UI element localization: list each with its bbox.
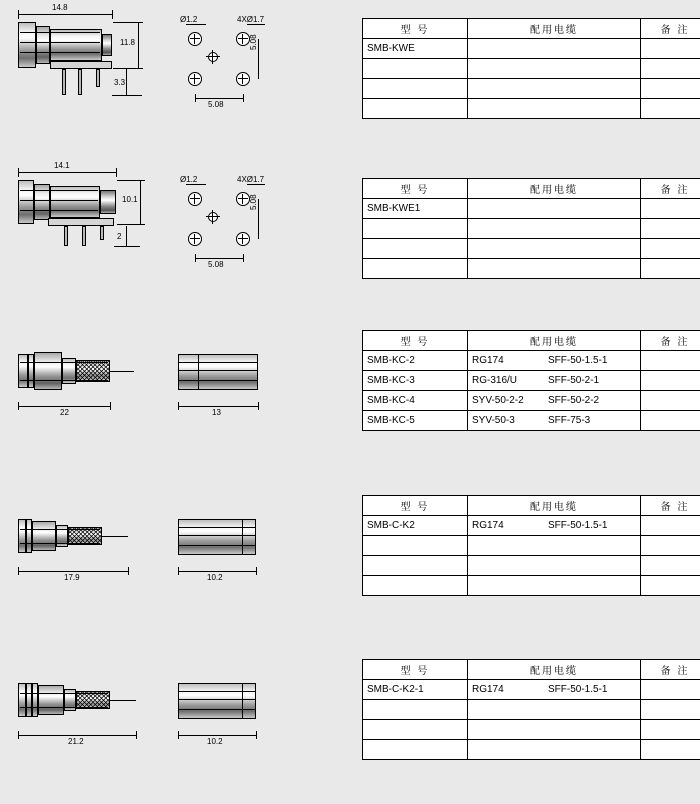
note-4-holes: 4XØ1.7 <box>237 15 265 24</box>
table-row <box>363 59 700 79</box>
drawing-smb-c-k2 <box>0 475 350 639</box>
dim-ext-top <box>113 22 143 23</box>
cell-remark <box>641 79 700 99</box>
cell-remark <box>641 700 700 720</box>
table-row <box>363 259 700 279</box>
section-smb-kc <box>0 310 700 475</box>
cell-remark <box>641 720 700 740</box>
table-header-row <box>363 331 700 351</box>
section-smb-c-k2-1 <box>0 639 700 804</box>
connector-body <box>50 29 102 61</box>
dim-line-height <box>138 22 139 68</box>
table-row <box>363 219 700 239</box>
body-line-2 <box>20 42 100 43</box>
cell-cable <box>468 411 641 431</box>
cable-axis <box>110 371 134 372</box>
mount-base <box>48 218 114 226</box>
cable-axis <box>110 700 136 701</box>
cell-cable-a: RG-316/U <box>472 375 518 386</box>
pin-2 <box>78 69 82 95</box>
cell-cable <box>468 516 641 536</box>
table-row <box>363 199 700 219</box>
cell-remark <box>641 516 700 536</box>
cell-remark <box>641 59 700 79</box>
cell-cable <box>468 740 641 760</box>
hole-tr <box>236 192 250 206</box>
cell-cable <box>468 39 641 59</box>
connector-ring-1 <box>18 683 26 717</box>
dim-tick-left <box>18 10 19 19</box>
cell-model: SMB-KC-2 <box>363 351 468 371</box>
note-4-holes: 4XØ1.7 <box>237 175 265 184</box>
table-row <box>363 576 700 596</box>
pin-1 <box>64 226 68 246</box>
dim-height-label: 10.2 <box>207 573 223 582</box>
cell-cable <box>468 99 641 119</box>
connector-body <box>32 521 56 551</box>
pin-2 <box>82 226 86 246</box>
dim-line-sub <box>126 69 127 95</box>
spec-table-smb-c-k2 <box>362 495 700 596</box>
dim-tick-right <box>112 10 113 19</box>
section-smb-c-k2 <box>0 475 700 639</box>
cell-model <box>363 79 468 99</box>
hole-bl <box>188 72 202 86</box>
spec-table-smb-c-k2-1 <box>362 659 700 760</box>
cell-cable-a: SYV-50-2-2 <box>472 395 524 406</box>
table-header-row <box>363 496 700 516</box>
cell-remark <box>641 259 700 279</box>
table-row <box>363 239 700 259</box>
cell-model: SMB-KC-4 <box>363 391 468 411</box>
cell-remark <box>641 239 700 259</box>
cell-model <box>363 720 468 740</box>
cell-cable <box>468 219 641 239</box>
header-cable: 配用电缆 <box>468 331 641 351</box>
drawing-smb-kc <box>0 310 350 475</box>
cell-remark <box>641 99 700 119</box>
header-cable: 配用电缆 <box>468 179 641 199</box>
dim-height-label: 13 <box>212 408 221 417</box>
section-smb-kwe <box>0 0 700 148</box>
cell-cable-b: SFF-75-3 <box>548 415 591 426</box>
cell-model <box>363 740 468 760</box>
cell-model <box>363 239 468 259</box>
table-row <box>363 39 700 59</box>
connector-rear <box>100 190 116 214</box>
cell-cable <box>468 576 641 596</box>
cell-remark <box>641 371 700 391</box>
section-smb-kwe1 <box>0 148 700 310</box>
cell-cable <box>468 391 641 411</box>
spec-table-smb-kwe1 <box>362 178 700 279</box>
dim-height-label: 11.8 <box>120 38 135 47</box>
cell-cable <box>468 59 641 79</box>
cell-cable <box>468 351 641 371</box>
cell-cable-b: SFF-50-1.5-1 <box>548 520 608 531</box>
table-row <box>363 740 700 760</box>
note-hole-diameter: Ø1.2 <box>180 15 198 24</box>
connector-hex-body <box>34 352 62 390</box>
cell-cable <box>468 680 641 700</box>
table-row <box>363 391 700 411</box>
cell-model <box>363 700 468 720</box>
crimp-ferrule <box>76 360 110 382</box>
table-row <box>363 536 700 556</box>
cell-model <box>363 536 468 556</box>
header-model: 型 号 <box>363 179 468 199</box>
cell-cable <box>468 199 641 219</box>
header-remark: 备 注 <box>641 496 700 516</box>
hole-br <box>236 232 250 246</box>
cell-model: SMB-C-K2-1 <box>363 680 468 700</box>
cell-model <box>363 259 468 279</box>
dim-width-label: 14.8 <box>52 3 68 12</box>
cell-cable-b: SFF-50-1.5-1 <box>548 355 608 366</box>
pin-3 <box>96 69 100 87</box>
spec-table-smb-kwe <box>362 18 700 119</box>
cell-cable-b: SFF-50-2-2 <box>548 395 600 406</box>
header-remark: 备 注 <box>641 331 700 351</box>
cell-cable <box>468 720 641 740</box>
note-pitch-horizontal: 5.08 <box>208 260 224 269</box>
body-line-3 <box>20 52 100 53</box>
front-view-body <box>178 519 256 555</box>
cell-remark <box>641 391 700 411</box>
dim-width-label: 21.2 <box>68 737 84 746</box>
cell-model: SMB-KC-5 <box>363 411 468 431</box>
cell-remark <box>641 680 700 700</box>
dim-width-label: 22 <box>60 408 69 417</box>
header-model: 型 号 <box>363 19 468 39</box>
connector-body <box>38 685 64 715</box>
table-row <box>363 516 700 536</box>
note-pitch-vertical: 5.08 <box>249 34 258 50</box>
header-remark: 备 注 <box>641 19 700 39</box>
connector-ring-1 <box>18 519 26 553</box>
table-row <box>363 99 700 119</box>
cell-cable <box>468 536 641 556</box>
pin-1 <box>62 69 66 95</box>
table-row <box>363 411 700 431</box>
table-row <box>363 79 700 99</box>
cell-cable-b: SFF-50-1.5-1 <box>548 684 608 695</box>
drawing-smb-kwe1 <box>0 148 350 310</box>
note-pitch-vertical: 5.08 <box>249 194 258 210</box>
cell-cable <box>468 259 641 279</box>
note-hole-diameter: Ø1.2 <box>180 175 198 184</box>
cell-remark <box>641 219 700 239</box>
cell-remark <box>641 39 700 59</box>
front-view-body <box>178 683 256 719</box>
cell-remark <box>641 411 700 431</box>
cell-model <box>363 576 468 596</box>
table-row <box>363 720 700 740</box>
cell-remark <box>641 556 700 576</box>
pin-3 <box>100 226 104 240</box>
cell-model: SMB-KWE1 <box>363 199 468 219</box>
drawing-smb-c-k2-1 <box>0 639 350 804</box>
header-remark: 备 注 <box>641 179 700 199</box>
header-model: 型 号 <box>363 660 468 680</box>
header-cable: 配用电缆 <box>468 660 641 680</box>
table-row <box>363 556 700 576</box>
cell-cable-a: SYV-50-3 <box>472 415 515 426</box>
dim-width-label: 17.9 <box>64 573 80 582</box>
cell-cable <box>468 371 641 391</box>
hole-tl <box>188 192 202 206</box>
connector-rear <box>102 34 112 56</box>
connector-flange <box>18 22 36 68</box>
cell-remark <box>641 740 700 760</box>
cell-cable <box>468 79 641 99</box>
cell-model: SMB-C-K2 <box>363 516 468 536</box>
dim-sub-label: 3.3 <box>114 78 126 87</box>
dim-width-label: 14.1 <box>54 161 70 170</box>
dim-height-label: 10.2 <box>207 737 223 746</box>
hole-center <box>208 212 218 222</box>
dim-ext-bottom <box>113 68 143 69</box>
cell-remark <box>641 536 700 556</box>
drawing-smb-kwe <box>0 0 350 148</box>
mount-base <box>50 61 112 69</box>
hole-center <box>208 52 218 62</box>
hole-tr <box>236 32 250 46</box>
front-view-body <box>178 354 258 390</box>
connector-coupling-1 <box>18 354 28 388</box>
table-row <box>363 700 700 720</box>
table-header-row <box>363 19 700 39</box>
dim-ext-sub <box>112 95 142 96</box>
cell-model: SMB-KC-3 <box>363 371 468 391</box>
hole-br <box>236 72 250 86</box>
spec-table-smb-kc <box>362 330 700 431</box>
table-header-row <box>363 179 700 199</box>
cell-cable <box>468 239 641 259</box>
connector-flange <box>18 180 34 224</box>
header-cable: 配用电缆 <box>468 496 641 516</box>
cell-cable <box>468 556 641 576</box>
hole-tl <box>188 32 202 46</box>
cell-model <box>363 99 468 119</box>
hole-bl <box>188 232 202 246</box>
dim-line-width <box>18 14 112 15</box>
table-row <box>363 351 700 371</box>
cell-cable-b: SFF-50-2-1 <box>548 375 600 386</box>
header-model: 型 号 <box>363 331 468 351</box>
dim-height-label: 10.1 <box>122 195 138 204</box>
cell-cable <box>468 700 641 720</box>
table-row <box>363 680 700 700</box>
note-pitch-horizontal: 5.08 <box>208 100 224 109</box>
cell-cable-a: RG174 <box>472 684 504 695</box>
header-cable: 配用电缆 <box>468 19 641 39</box>
cell-cable-a: RG174 <box>472 520 504 531</box>
table-header-row <box>363 660 700 680</box>
cell-cable-a: RG174 <box>472 355 504 366</box>
header-model: 型 号 <box>363 496 468 516</box>
header-remark: 备 注 <box>641 660 700 680</box>
cell-model <box>363 219 468 239</box>
cell-remark <box>641 199 700 219</box>
cell-model: SMB-KWE <box>363 39 468 59</box>
cell-remark <box>641 351 700 371</box>
cell-model <box>363 59 468 79</box>
cable-axis <box>102 536 128 537</box>
table-row <box>363 371 700 391</box>
cell-remark <box>641 576 700 596</box>
cell-model <box>363 556 468 576</box>
body-line-1 <box>20 32 100 33</box>
dim-sub-label: 2 <box>117 232 122 241</box>
